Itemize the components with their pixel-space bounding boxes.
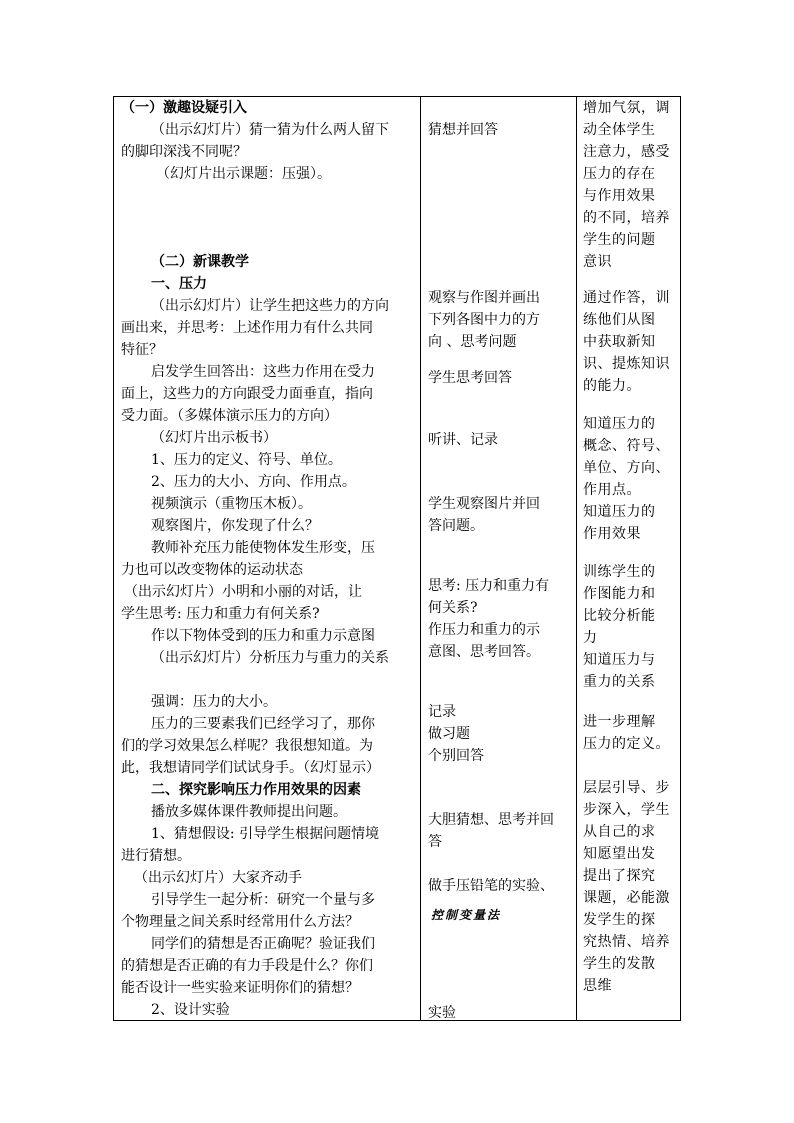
col1-text: 视频演示（重物压木板）。 xyxy=(151,496,312,512)
col3-text: 压力的定义。 xyxy=(583,736,670,752)
col2-text: 大胆猜想、思考并回 xyxy=(428,812,554,828)
col3-text: 注意力，感受 xyxy=(583,144,670,160)
col1-text: 个物理量之间关系时经常用什么方法？ xyxy=(121,914,359,930)
lesson-plan-table xyxy=(113,96,681,1021)
col2-handwritten-note: 控制变量法 xyxy=(431,908,502,922)
col2-text: 向 、思考问题 xyxy=(428,334,517,350)
col2-text: 观察与作图并画出 xyxy=(428,290,540,306)
col1-text: 1、猜想假设: 引导学生根据问题情境 xyxy=(151,826,380,842)
column-divider xyxy=(576,97,577,1020)
col1-text: 受力面。（多媒体演示压力的方向） xyxy=(121,408,338,424)
col3-text: 概念、符号、 xyxy=(583,438,670,454)
col1-text: 同学们的猜想是否正确呢？验证我们 xyxy=(151,936,375,952)
col1-text: 进行猜想。 xyxy=(121,848,191,864)
col2-text: 答 xyxy=(428,834,442,850)
col3-text: 发学生的探 xyxy=(583,912,656,928)
col1-text: （出示幻灯片）让学生把这些力的方向 xyxy=(151,298,389,314)
col1-text: （幻灯片出示课题：压强）。 xyxy=(156,166,331,182)
col3-text: 力 xyxy=(583,630,598,646)
col3-text: 知道压力的 xyxy=(583,504,656,520)
col3-text: 的不同，培养 xyxy=(583,210,670,226)
col3-text: 单位、方向、 xyxy=(583,460,670,476)
col1-text: 压力的三要素我们已经学习了，那你 xyxy=(151,716,375,732)
subsection-heading-explore: 二、探究影响压力作用效果的因素 xyxy=(151,782,361,798)
col1-text: 教师补充压力能使物体发生形变，压 xyxy=(151,540,375,556)
column-divider xyxy=(420,97,421,1020)
col1-text: （出示幻灯片）小明和小丽的对话，让 xyxy=(124,584,362,600)
col3-text: 动全体学生 xyxy=(583,122,656,138)
col3-text: 压力的存在 xyxy=(583,166,656,182)
col1-text: 的脚印深浅不同呢？ xyxy=(121,144,247,160)
col1-text: 们的学习效果怎么样呢？我很想知道。为 xyxy=(121,738,373,754)
col2-text: 做习题 xyxy=(428,726,470,742)
col3-text: 提出了探究 xyxy=(583,868,656,884)
col2-text: 学生观察图片并回 xyxy=(428,496,540,512)
col2-text: 实验 xyxy=(428,1005,456,1021)
col3-text: 层层引导、步 xyxy=(583,780,670,796)
col2-text: 记录 xyxy=(428,704,456,720)
col3-text: 从自己的求 xyxy=(583,824,656,840)
col3-text: 学生的问题 xyxy=(583,232,656,248)
col1-text: 面上，这些力的方向跟受力面垂直，指向 xyxy=(121,386,373,402)
col3-text: 知愿望出发 xyxy=(583,846,656,862)
col1-text: （出示幻灯片）大家齐动手 xyxy=(134,870,302,886)
col3-text: 中获取新知 xyxy=(583,334,656,350)
col1-text: 的猜想是否正确的有力手段是什么？你们 xyxy=(121,958,373,974)
col3-text: 步深入，学生 xyxy=(583,802,670,818)
col2-text: 作压力和重力的示 xyxy=(428,622,540,638)
col2-text: 学生思考回答 xyxy=(428,370,512,386)
col3-text: 究热情、培养 xyxy=(583,934,670,950)
col1-text: 此，我想请同学们试试身手。（幻灯显示） xyxy=(121,760,380,776)
subsection-heading-pressure: 一、压力 xyxy=(151,276,207,292)
col1-text: 引导学生一起分析：研究一个量与多 xyxy=(151,892,375,908)
col3-text: 思维 xyxy=(583,978,612,994)
col1-text: 力也可以改变物体的运动状态 xyxy=(121,562,303,578)
col1-text: （出示幻灯片）分析压力与重力的关系 xyxy=(151,650,389,666)
col1-text: （幻灯片出示板书） xyxy=(151,430,277,446)
col1-text: 学生思考: 压力和重力有何关系? xyxy=(121,606,320,622)
col3-text: 作图能力和 xyxy=(583,586,656,602)
col1-text: 能否设计一些实验来证明你们的猜想？ xyxy=(121,980,359,996)
col1-text: 画出来，并思考：上述作用力有什么共同 xyxy=(121,320,373,336)
col2-text: 猜想并回答 xyxy=(428,122,498,138)
col3-text: 比较分析能 xyxy=(583,608,656,624)
col2-text: 答问题。 xyxy=(428,518,484,534)
col3-text: 增加气氛，调 xyxy=(583,100,670,116)
col1-text: 2、设计实验 xyxy=(151,1002,230,1018)
col3-text: 知道压力的 xyxy=(583,416,656,432)
col3-text: 知道压力与 xyxy=(583,652,656,668)
col1-text: 作以下物体受到的压力和重力示意图 xyxy=(151,628,375,644)
col3-text: 作用效果 xyxy=(583,526,641,542)
col3-text: 课题，必能激 xyxy=(583,890,670,906)
col2-text: 思考: 压力和重力有 xyxy=(428,578,550,594)
col1-text: 启发学生回答出：这些力作用在受力 xyxy=(151,364,375,380)
col2-text: 意图、思考回答。 xyxy=(428,644,540,660)
col3-text: 作用点。 xyxy=(583,482,641,498)
section-heading-intro: （一）激趣设疑引入 xyxy=(121,100,247,116)
col2-text: 下列各图中力的方 xyxy=(428,312,540,328)
col3-text: 的能力。 xyxy=(583,378,641,394)
col1-text: 特征？ xyxy=(121,342,163,358)
col3-text: 识、提炼知识 xyxy=(583,356,670,372)
col1-text: 播放多媒体课件教师提出问题。 xyxy=(151,804,347,820)
col3-text: 学生的发散 xyxy=(583,956,656,972)
col3-text: 练他们从图 xyxy=(583,312,656,328)
col1-text: （出示幻灯片）猜一猜为什么两人留下 xyxy=(151,122,389,138)
col3-text: 通过作答，训 xyxy=(583,290,670,306)
col3-text: 与作用效果 xyxy=(583,188,656,204)
section-heading-new-lesson: （二）新课教学 xyxy=(151,254,249,270)
col1-text: 2、压力的大小、方向、作用点。 xyxy=(151,474,356,490)
col1-text: 强调：压力的大小。 xyxy=(151,694,277,710)
col2-text: 何关系? xyxy=(428,600,478,616)
col3-text: 意识 xyxy=(583,254,612,270)
col2-text: 做手压铅笔的实验、 xyxy=(428,878,554,894)
col2-text: 听讲、记录 xyxy=(428,432,498,448)
col3-text: 进一步理解 xyxy=(583,714,656,730)
col1-text: 观察图片，你发现了什么？ xyxy=(151,518,319,534)
col3-text: 训练学生的 xyxy=(583,564,656,580)
col2-text: 个别回答 xyxy=(428,748,484,764)
col3-text: 重力的关系 xyxy=(583,674,656,690)
col1-text: 1、压力的定义、符号、单位。 xyxy=(151,452,342,468)
